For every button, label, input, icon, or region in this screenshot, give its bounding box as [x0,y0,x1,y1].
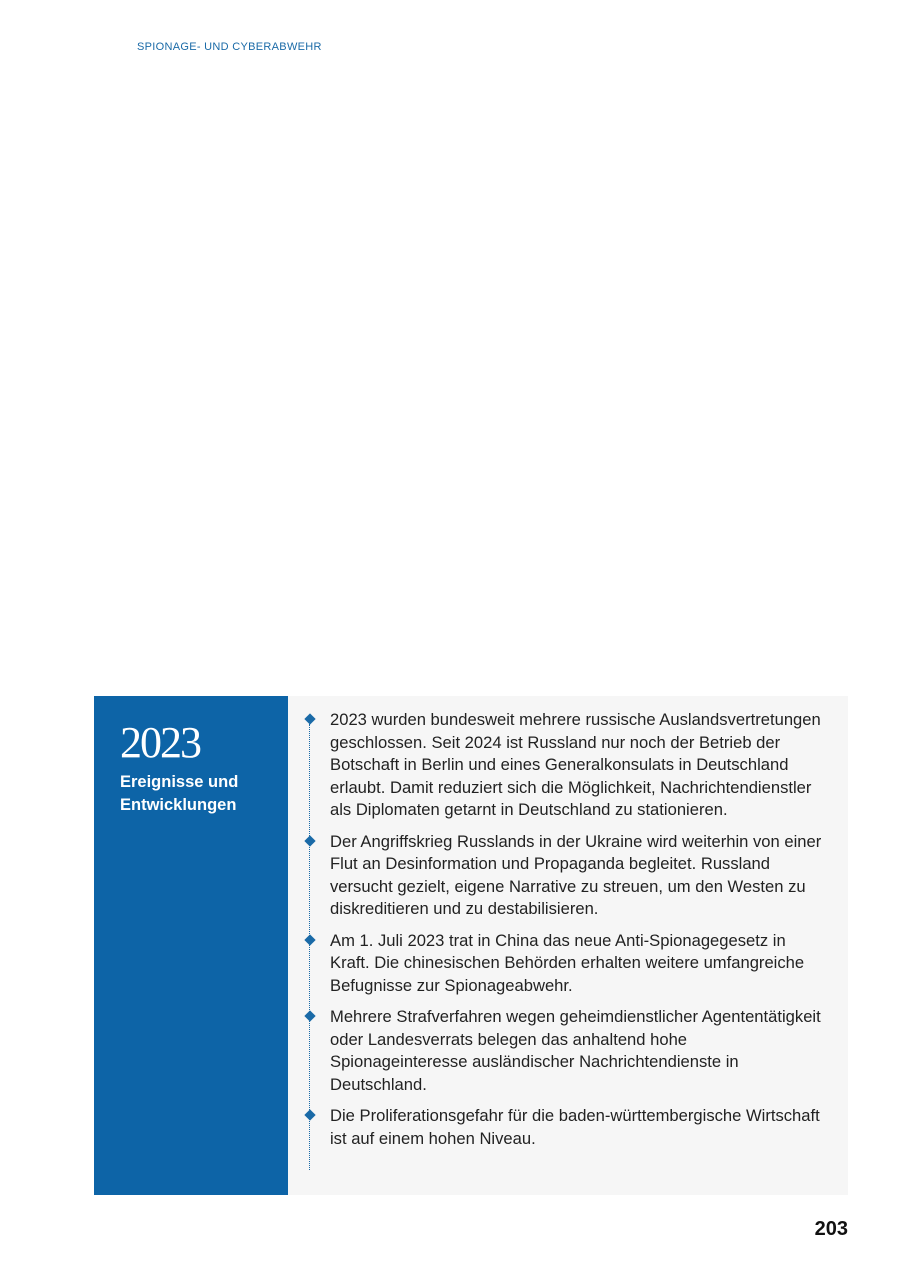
events-content [288,696,848,1195]
list-item-text: Mehrere Strafverfahren wegen geheimdienstlicher Agententätigkeit oder Landesverrats belegen das anhaltend hohe Spionageinteresse ausländischer Nachrichtendienste in Deutschland. [330,1007,821,1094]
list-item [330,1006,826,1096]
events-list [330,709,826,1150]
running-header: SPIONAGE- UND CYBERABWEHR [137,41,322,53]
list-item-text: Die Proliferationsgefahr für die baden-württembergische Wirtschaft ist auf einem hohen Niveau. [330,1106,820,1148]
timeline-dotted-line [309,724,310,1170]
list-item [330,930,826,998]
list-item [330,1105,826,1150]
diamond-bullet-icon [304,934,315,945]
list-item-text: Der Angriffskrieg Russlands in der Ukraine wird weiterhin von einer Flut an Desinformation und Propaganda begleitet. Russland versucht gezielt, eigene Narrative zu streuen, um den Westen zu diskreditieren und zu destabilisieren. [330,831,822,918]
page-number: 203 [814,1218,848,1240]
events-year: 2023 [120,718,200,767]
list-item [330,709,826,822]
diamond-bullet-icon [304,835,315,846]
list-item-text: 2023 wurden bundesweit mehrere russische Auslandsvertretungen geschlossen. Seit 2024 ist Russland nur noch der Betrieb der Botschaft in Berlin und eines Generalkonsulats in Deutschland erlaubt. Damit reduziert sich die Möglichkeit, Nachrichtendienstler als Diplomaten getarnt in Deutschland zu stationieren. [330,710,821,819]
events-heading: Ereignisse und Entwicklungen [120,773,239,814]
list-item-text: Am 1. Juli 2023 trat in China das neue Anti-Spionagegesetz in Kraft. Die chinesischen Behörden erhalten weitere umfangreiche Befugnisse zur Spionageabwehr. [330,930,805,995]
diamond-bullet-icon [304,1010,315,1021]
events-sidebar [94,696,288,1195]
events-box [94,696,848,1195]
diamond-bullet-icon [304,1109,315,1120]
diamond-bullet-icon [304,713,315,724]
list-item [330,831,826,921]
